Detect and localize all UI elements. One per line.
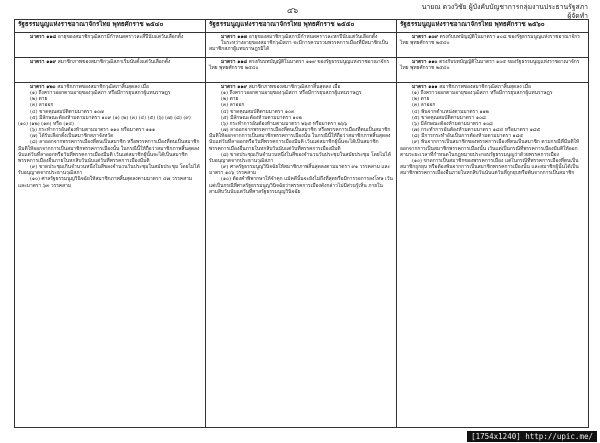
article-paragraph: [209, 59, 393, 71]
article-text: (๒) ตาย: [412, 96, 430, 103]
table-row: [15, 33, 589, 58]
article-text: (๘) ลาออกจากพรรคการเมืองที่ตนเป็นสมาชิก หรือพรรคการเมืองที่ตนเป็นสมาชิกมีมติให้ออกจากการเป็นสมาชิกพรรคการเมืองนั้น ในกรณีนี้ให้ถือว่าสมาชิกภาพสิ้นสุดลงนับแต่วันที่ลาออกหรือวันที่พรรคการเมืองมีมติ เว้นแต่สมาชิกผู้นั้นจะได้เป็นสมาชิกพรรคการเมืองอื่นภายในหกสิบวันนับแต่วันที่พรรคการเมืองมีมติ: [18, 139, 200, 164]
article-text: (๔) ขาดคุณสมบัติตามมาตรา ๑๐๓: [221, 108, 295, 115]
article-text: (๖) มีลักษณะต้องห้ามตามมาตรา ๑๐๘: [412, 120, 493, 127]
column-header-2540: รัฐธรรมนูญแห่งราชอาณาจักรไทย พุทธศักราช ๒๕๔๐: [15, 20, 206, 33]
article-paragraph: [209, 152, 393, 164]
article-number: มาตรา ๑๑๙: [30, 59, 58, 65]
article-text: (๗) ได้รับเลือกตั้งเป็นสมาชิกสภาจังหวัด: [30, 133, 114, 140]
article-paragraph: [209, 164, 393, 176]
article-text: (๑) ถึงคราวออกตามอายุของวุฒิสภา หรือมีการยุบสภาผู้แทนราษฎร: [221, 90, 362, 97]
article-text: ในระหว่างอายุของสมาชิกวุฒิสภา จะมีการควบรวมพรรคการเมืองที่มีสมาชิกเป็นสมาชิกสภาผู้แทนราษฎรมิได้: [209, 40, 389, 53]
article-text: (๕) มีลักษณะต้องห้ามตามมาตรา ๑๐๒: [221, 114, 302, 121]
article-paragraph: [400, 139, 585, 157]
cell-2560: [397, 58, 589, 83]
cell-2550: [206, 58, 397, 83]
article-text: ตรงกับบทบัญญัติในมาตรา ๑๐๘ ของรัฐธรรมนูญแห่งราชอาณาจักรไทย พุทธศักราช ๒๕๔๐: [400, 34, 580, 47]
article-paragraph: [18, 164, 202, 176]
cell-2540: [15, 58, 206, 83]
article-paragraph: [400, 34, 585, 46]
article-number: มาตรา ๑๐๙: [412, 34, 440, 40]
article-text: (๑) ถึงคราวออกตามอายุของวุฒิสภา หรือมีการยุบสภาผู้แทนราษฎร: [30, 90, 171, 97]
article-paragraph: [18, 176, 202, 188]
cell-2560: [397, 83, 589, 428]
article-number: มาตรา ๑๒๐: [30, 84, 58, 90]
article-paragraph: [400, 59, 585, 71]
header-row: [15, 20, 589, 33]
article-text: (๗) กระทำการอันต้องห้ามตามมาตรา ๑๘๔ หรือมาตรา ๑๘๕: [412, 127, 541, 134]
cell-2560: [397, 33, 589, 58]
author-line2: ผู้จัดทำ: [567, 12, 588, 20]
article-paragraph: [18, 139, 202, 164]
article-text: สมาชิกภาพของสมาชิกวุฒิสภาเริ่มนับตั้งแต่วันเลือกตั้ง: [57, 59, 171, 65]
article-paragraph: [18, 59, 202, 65]
page-number: ๔๖: [287, 6, 299, 15]
article-text: (๙) ศาลรัฐธรรมนูญวินิจฉัยให้สมาชิกภาพสิ้นสุดลงตามมาตรา ๙๑ วรรคสาม และมาตรา ๑๐๖ วรรคสาม: [209, 164, 391, 177]
article-text: (๓) ลาออก: [221, 102, 245, 109]
column-header-2550: รัฐธรรมนูญแห่งราชอาณาจักรไทย พุทธศักราช ๒๕๕๐: [206, 20, 397, 33]
comparison-table: [14, 19, 589, 428]
article-paragraph: [209, 127, 393, 152]
article-number: มาตรา ๑๑๗: [221, 34, 249, 40]
table-row: [15, 83, 589, 428]
article-paragraph: [209, 176, 393, 194]
table-row: [15, 58, 589, 83]
article-text: (๑) ถึงคราวออกตามอายุของวุฒิสภา หรือมีการยุบสภาผู้แทนราษฎร: [412, 90, 553, 97]
article-text: (๙) ขาดประชุมเกินจำนวนหนึ่งในสี่ของจำนวนวันประชุมในสมัยประชุม โดยไม่ได้รับอนุญาตจากประธานวุฒิสภา: [18, 164, 200, 177]
article-paragraph: [400, 158, 585, 176]
article-number: มาตรา ๑๑๘: [30, 34, 58, 40]
article-text: (๘) ขาดประชุมเกินจำนวนหนึ่งในสี่ของจำนวนวันประชุมในสมัยประชุม โดยไม่ได้รับอนุญาตจากประธานวุฒิสภา: [209, 151, 391, 164]
article-paragraph: [18, 34, 202, 40]
column-header-2560: รัฐธรรมนูญแห่งราชอาณาจักรไทย พุทธศักราช ๒๕๖๐: [397, 20, 589, 33]
article-text: สมาชิกภาพของสมาชิกวุฒิสภาสิ้นสุดลง เมื่อ: [439, 84, 531, 90]
article-text: สมาชิกภาพของสมาชิกวุฒิสภาสิ้นสุดลง เมื่อ: [248, 84, 341, 90]
article-text: (๒) ตาย: [221, 96, 239, 103]
article-text: ตรงกับบทบัญญัติในมาตรา ๑๑๙ ของรัฐธรรมนูญแห่งราชอาณาจักรไทย พุทธศักราช ๒๕๔๐: [209, 59, 390, 72]
article-number: มาตรา ๑๑๑: [412, 84, 440, 90]
article-text: (๓) ลาออก: [30, 102, 54, 109]
article-text: (๓) ลาออก: [412, 102, 436, 109]
article-text: (๔) พ้นจากตำแหน่งตามมาตรา ๑๑๒: [412, 108, 489, 115]
article-text: สมาชิกภาพของสมาชิกวุฒิสภาสิ้นสุดลง เมื่อ: [57, 84, 149, 90]
article-text: (๗) ลาออกจากพรรคการเมืองที่ตนเป็นสมาชิก หรือพรรคการเมืองที่ตนเป็นสมาชิกมีมติให้ออกจากการเป็นสมาชิกพรรคการเมืองนั้น ในกรณีนี้ให้ถือว่าสมาชิกภาพสิ้นสุดลงนับแต่วันที่ลาออกหรือวันที่พรรคการเมืองมีมติ เว้นแต่สมาชิกผู้นั้นจะได้เป็นสมาชิกพรรคการเมืองอื่นภายในหกสิบวันนับแต่วันที่พรรคการเมืองมีมติ: [209, 127, 391, 152]
cell-2550: [206, 33, 397, 58]
article-paragraph: [18, 115, 202, 127]
article-text: (๕) ขาดคุณสมบัติตามมาตรา ๑๐๘: [412, 114, 486, 121]
article-text: อายุของสมาชิกวุฒิสภามีกำหนดคราวละหกปีนับแต่วันเลือกตั้ง: [248, 34, 378, 40]
author-line1: นายณ ดวงวิชัย ผู้บังคับบัญชาการกลุ่มงานประธานรัฐสภา: [421, 3, 588, 11]
article-number: มาตรา ๑๑๙: [221, 84, 249, 90]
article-text: (๒) ตาย: [30, 96, 48, 103]
article-text: (๖) กระทำการอันต้องห้ามตามมาตรา ๒๖๕ หรือมาตรา ๒๖๖: [221, 120, 348, 127]
article-number: มาตรา ๑๑๘: [221, 59, 249, 65]
article-text: (๑๐) ต้องคำพิพากษาให้จำคุก แม้คดีนั้นจะยังไม่ถึงที่สุดหรือมีการรอการลงโทษ เว้นแต่เป็นกรณีที่ศาลรัฐธรรมนูญวินิจฉัยว่าพรรคการเมืองดังกล่าวไม่มีส่วนรู้เห็น ภายในสามสิบวันนับแต่วันที่ศาลรัฐธรรมนูญวินิจฉัย: [209, 176, 393, 195]
cell-2540: [15, 83, 206, 428]
article-text: (๙) พ้นจากการเป็นสมาชิกของพรรคการเมืองที่ตนเป็นสมาชิก ตามกรณีที่มีมติให้ออกจากการเป็นสมาชิกพรรคการเมืองนั้น เว้นแต่เป็นกรณีที่พรรคการเมืองมีมติให้ออกตามระยะเวลาที่กำหนดในกฎหมายประกอบรัฐธรรมนูญว่าด้วยพรรคการเมือง: [400, 139, 580, 158]
article-text: อายุของสมาชิกวุฒิสภามีกำหนดคราวละสี่ปีนับแต่วันเลือกตั้ง: [57, 34, 184, 40]
article-paragraph: [209, 40, 393, 52]
cell-2540: [15, 33, 206, 58]
article-text: (๕) มีลักษณะต้องห้ามตามมาตรา ๑๐๙ (๑) (๒) (๓) (๔) (๕) (๖) (๗) (๘) (๙) (๑๐) (๑๒) (๑๓) หรือ (๑๔): [18, 114, 191, 127]
article-number: มาตรา ๑๑๐: [412, 59, 440, 65]
article-text: (๑๐) ศาลรัฐธรรมนูญวินิจฉัยให้สมาชิกภาพสิ้นสุดลงตามมาตรา ๔๗ วรรคสาม และมาตรา ๖๓ วรรคสาม: [18, 176, 193, 189]
article-text: (๖) กระทำการอันต้องห้ามตามมาตรา ๑๑๐ หรือมาตรา ๑๑๑: [30, 127, 156, 134]
article-text: (๑๐) ขาดการเป็นสมาชิกของพรรคการเมือง แต่ในกรณีที่พรรคการเมืองที่ตนเป็นสมาชิกถูกยุบ หรือต้องพ้นจากการเป็นสมาชิกพรรคการเมืองนั้น และสมาชิกผู้นั้นได้เป็นสมาชิกพรรคการเมืองอื่นภายในหกสิบวันนับแต่วันที่ถูกยุบหรือพ้นจากการเป็นสมาชิก: [400, 157, 579, 177]
cell-2550: [206, 83, 397, 428]
article-text: (๔) ขาดคุณสมบัติตามมาตรา ๑๐๗: [30, 108, 104, 115]
article-text: ตรงกับบทบัญญัติในมาตรา ๑๐๕ ของรัฐธรรมนูญแห่งราชอาณาจักรไทย พุทธศักราช ๒๕๔๐: [400, 59, 580, 72]
image-watermark: [1754x1240] http://upic.me/: [467, 431, 597, 442]
article-text: (๘) มีการกระทำอันเป็นการต้องห้ามตามมาตรา ๑๘๕: [412, 133, 524, 140]
